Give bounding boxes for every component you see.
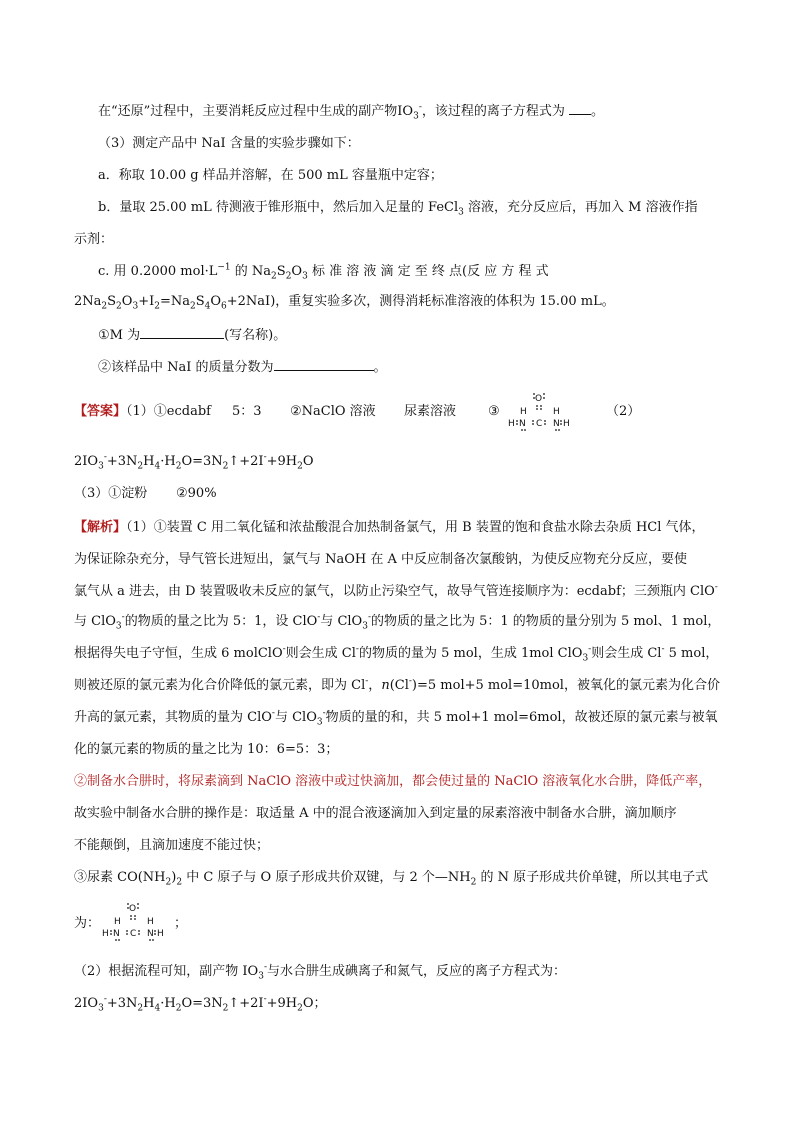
- subscript: 2: [116, 301, 122, 312]
- sub-question-2: [98, 356, 387, 378]
- superscript: -: [365, 676, 369, 687]
- subscript: 3: [413, 111, 419, 122]
- text: （2）根据流程可知，副产物 IO: [74, 964, 259, 979]
- atom-n: N: [147, 929, 154, 939]
- text: 2IO: [74, 996, 99, 1011]
- text: ①M 为: [98, 328, 141, 343]
- text: 则被还原的氯元素为化合价降低的氯元素，即为 Cl: [74, 678, 366, 693]
- text: 与 ClO: [74, 614, 116, 629]
- text: ↑+2I: [228, 454, 264, 469]
- answer-line: [74, 402, 211, 422]
- subscript: 2: [470, 877, 477, 888]
- superscript: -: [263, 962, 267, 973]
- answer-solution: 尿素溶液: [404, 404, 457, 419]
- text: S: [195, 294, 205, 309]
- subscript: 2: [297, 461, 303, 472]
- text: H: [143, 454, 155, 469]
- text: 与 ClO: [274, 710, 317, 725]
- text: 中 C 原子与 O 原子形成共价双键，与 2 个—NH: [182, 870, 471, 885]
- text: H: [143, 996, 155, 1011]
- atom-h: H: [563, 419, 570, 429]
- step-c-cont: [74, 292, 615, 312]
- analysis-line-4: [74, 612, 720, 632]
- text: （1）①ecdabf: [126, 404, 211, 419]
- text: =Na: [159, 294, 190, 309]
- superscript: -: [317, 612, 321, 623]
- text: O: [210, 294, 222, 309]
- answer-marker: ③: [488, 404, 500, 419]
- analysis-line-7: [74, 708, 718, 728]
- subscript: 2: [137, 461, 144, 472]
- subscript: 2: [175, 1003, 182, 1014]
- answer-blank[interactable]: [274, 356, 374, 371]
- subscript: 3: [582, 653, 589, 664]
- step-c: [98, 262, 549, 282]
- subscript: 4: [154, 461, 161, 472]
- text: 2IO: [74, 454, 99, 469]
- text: 升高的氯元素，其物质的量为 ClO: [74, 710, 272, 725]
- subscript: 2: [297, 1003, 303, 1014]
- text: ·H: [160, 454, 176, 469]
- subscript: 3: [98, 1003, 104, 1014]
- superscript: -: [263, 452, 267, 463]
- text: ↑+2I: [228, 996, 264, 1011]
- atom-h: H: [102, 929, 109, 939]
- question-heading: （3）测定产品中 NaI 含量的实验步骤如下：: [98, 136, 360, 151]
- analysis-line-6: [74, 676, 720, 696]
- text: n: [381, 678, 390, 693]
- answer-blank[interactable]: [140, 324, 224, 339]
- text: ②该样品中 NaI 的质量分数为: [98, 360, 274, 375]
- subscript: 6: [221, 301, 227, 312]
- subscript: 3: [98, 461, 104, 472]
- text: ): [171, 870, 177, 885]
- superscript: -: [322, 708, 326, 719]
- text: 的 Na: [230, 264, 272, 279]
- text: 则会生成 Cl: [285, 646, 356, 661]
- text: 2Na: [74, 294, 102, 309]
- text: ；: [174, 916, 188, 931]
- atom-n: N: [519, 419, 526, 429]
- subscript: 2: [189, 301, 196, 312]
- equation-1: [74, 452, 314, 472]
- answer-label: 【答案】: [74, 404, 127, 419]
- subscript: 3: [458, 207, 464, 218]
- text: +9H: [266, 454, 298, 469]
- text: ③尿素 CO(NH: [74, 870, 166, 885]
- text: 在“还原”过程中，主要消耗反应过程中生成的副产物IO: [98, 104, 414, 119]
- superscript: -: [355, 644, 359, 655]
- urea-electron-formula: [506, 390, 576, 434]
- superscript: -: [282, 644, 286, 655]
- subscript: 2: [176, 877, 183, 888]
- text: O: [121, 294, 133, 309]
- text: O: [302, 454, 314, 469]
- subscript: 2: [165, 877, 172, 888]
- atom-o: O: [129, 904, 137, 914]
- superscript: -: [367, 612, 371, 623]
- text: )=5 mol+5 mol=10mol，被氧化的氯元素为化合价: [411, 678, 720, 693]
- text: 与 ClO: [320, 614, 363, 629]
- atom-c: C: [536, 419, 543, 429]
- text: S: [276, 264, 286, 279]
- answer-3-1: （3）①淀粉: [74, 486, 148, 501]
- text: 5 mol，: [664, 646, 719, 661]
- text: 物质的量的和，共 5 mol+1 mol=6mol，故被还原的氯元素与被氧: [325, 710, 718, 725]
- text: (写名称)。: [224, 328, 287, 343]
- atom-c: C: [130, 929, 137, 939]
- subscript: 3: [302, 271, 308, 282]
- text: 氯气从 a 进去，由 D 装置吸收未反应的氯气，以防止污染空气，故导气管连接顺序为：ecdabf；三颈瓶内 ClO: [74, 584, 715, 599]
- analysis-line-10: 故实验中制备水合肼的操作是：取适量 A 中的混合液逐滴加入到定量的尿素溶液中制备水合肼，滴加顺序: [74, 806, 677, 821]
- analysis-line-13: 为：: [74, 916, 101, 931]
- text: +I: [138, 294, 155, 309]
- superscript: -: [121, 612, 125, 623]
- text: c. 用 0.2000 mol·L: [98, 264, 218, 279]
- text: 。: [373, 360, 387, 375]
- subscript: 3: [132, 301, 139, 312]
- urea-electron-formula: [100, 900, 170, 944]
- atom-h: H: [520, 407, 527, 417]
- text: +9H: [266, 996, 298, 1011]
- atom-n: N: [553, 419, 560, 429]
- analysis-label: 【解析】: [74, 520, 127, 535]
- subscript: 2: [154, 301, 160, 312]
- superscript: -: [661, 644, 665, 655]
- subscript: 2: [222, 461, 229, 472]
- atom-h: H: [508, 419, 515, 429]
- answer-reagent: ②NaClO 溶液: [290, 404, 376, 419]
- text: ·H: [160, 996, 176, 1011]
- subscript: 2: [101, 301, 108, 312]
- superscript: -: [103, 452, 107, 463]
- superscript: -: [103, 994, 107, 1005]
- answer-blank[interactable]: [569, 100, 591, 115]
- text: 的物质的量之比为 5：1 的物质的量分别为 5 mol、1 mol，: [371, 614, 721, 629]
- subscript: 3: [258, 971, 264, 982]
- equation-2: [74, 994, 327, 1014]
- text: ，该过程的离子方程式为: [421, 104, 570, 119]
- text: O=3N: [181, 454, 223, 469]
- step-a: a．称取 10.00 g 样品并溶解，在 500 mL 容量瓶中定容；: [98, 168, 443, 183]
- analysis-line-14: [74, 962, 566, 982]
- subscript: 2: [271, 271, 277, 282]
- text: 则会生成 Cl: [591, 646, 662, 661]
- text-line: [98, 100, 604, 122]
- subscript: 2: [175, 461, 182, 472]
- text: (Cl: [389, 678, 409, 693]
- atom-n: N: [113, 929, 120, 939]
- superscript: -: [408, 676, 412, 687]
- text: ，: [368, 678, 382, 693]
- subscript: 3: [115, 621, 122, 632]
- subscript: 4: [154, 1003, 161, 1014]
- text: 的 N 原子形成共价单键，所以其电子式: [476, 870, 709, 885]
- analysis-line-2: 为保证除杂充分，导气管长进短出，氯气与 NaOH 在 A 中反应制备次氯酸钠，为使反应物充分反应，要使: [74, 552, 688, 567]
- analysis-line-5: [74, 644, 718, 664]
- answer-ratio: 5：3: [232, 404, 262, 419]
- text: 标 准 溶 液 滴 定 至 终 点(反 应 方 程 式: [307, 264, 549, 279]
- analysis-line-9: ②制备水合肼时，将尿素滴到 NaClO 溶液中或过快滴加，都会使过量的 NaClO 溶液氧化水合肼，降低产率，: [74, 774, 712, 789]
- text: 根据得失电子守恒，生成 6 molClO: [74, 646, 283, 661]
- atom-h: H: [114, 917, 121, 927]
- subscript: 2: [285, 271, 292, 282]
- subscript: 2: [222, 1003, 229, 1014]
- text: 溶液，充分反应后，再加入 M 溶液作指: [463, 200, 698, 215]
- superscript: -: [714, 582, 718, 593]
- text: O: [291, 264, 303, 279]
- text: b．量取 25.00 mL 待测液于锥形瓶中，然后加入足量的 FeCl: [98, 200, 459, 215]
- subscript: 4: [204, 301, 211, 312]
- subscript: 3: [316, 717, 323, 728]
- step-b-cont: 示剂：: [74, 232, 114, 247]
- sub-question-1: [98, 324, 286, 346]
- subscript: 3: [362, 621, 368, 632]
- superscript: -: [271, 708, 275, 719]
- text: O=3N: [181, 996, 223, 1011]
- subscript: 2: [137, 1003, 144, 1014]
- superscript: −1: [217, 262, 231, 273]
- text: 的物质的量之比为 5：1，设 ClO: [124, 614, 318, 629]
- step-b: [98, 198, 698, 218]
- superscript: -: [588, 644, 592, 655]
- text: S: [107, 294, 117, 309]
- text: 的物质的量为 5 mol，生成 1mol ClO: [358, 646, 583, 661]
- text: 与水合肼生成碘离子和氮气，反应的离子方程式为：: [266, 964, 566, 979]
- analysis-line-8: 化的氯元素的物质的量之比为 10：6=5：3；: [74, 742, 339, 757]
- text: 。: [591, 104, 605, 119]
- text: +3N: [106, 996, 138, 1011]
- text: O: [302, 996, 314, 1011]
- atom-h: H: [553, 407, 560, 417]
- answer-3-2: ②90%: [176, 486, 217, 501]
- superscript: -: [263, 994, 267, 1005]
- analysis-line-11: 不能颠倒，且滴加速度不能过快；: [74, 838, 270, 853]
- text: （1）①装置 C 用二氧化锰和浓盐酸混合加热制备氯气，用 B 装置的饱和食盐水除去杂质 HCl 气体，: [126, 520, 705, 535]
- atom-h: H: [147, 917, 154, 927]
- atom-o: O: [535, 394, 543, 404]
- analysis-line-12: [74, 868, 708, 888]
- text: ；: [313, 996, 327, 1011]
- superscript: -: [418, 102, 422, 113]
- text: +2NaI)，重复实验多次，测得消耗标准溶液的体积为 15.00 mL。: [226, 294, 615, 309]
- atom-h: H: [157, 929, 164, 939]
- answer-part2: （2）: [606, 404, 641, 419]
- analysis-line-1: [74, 518, 705, 538]
- text: +3N: [106, 454, 138, 469]
- analysis-line-3: [74, 582, 718, 602]
